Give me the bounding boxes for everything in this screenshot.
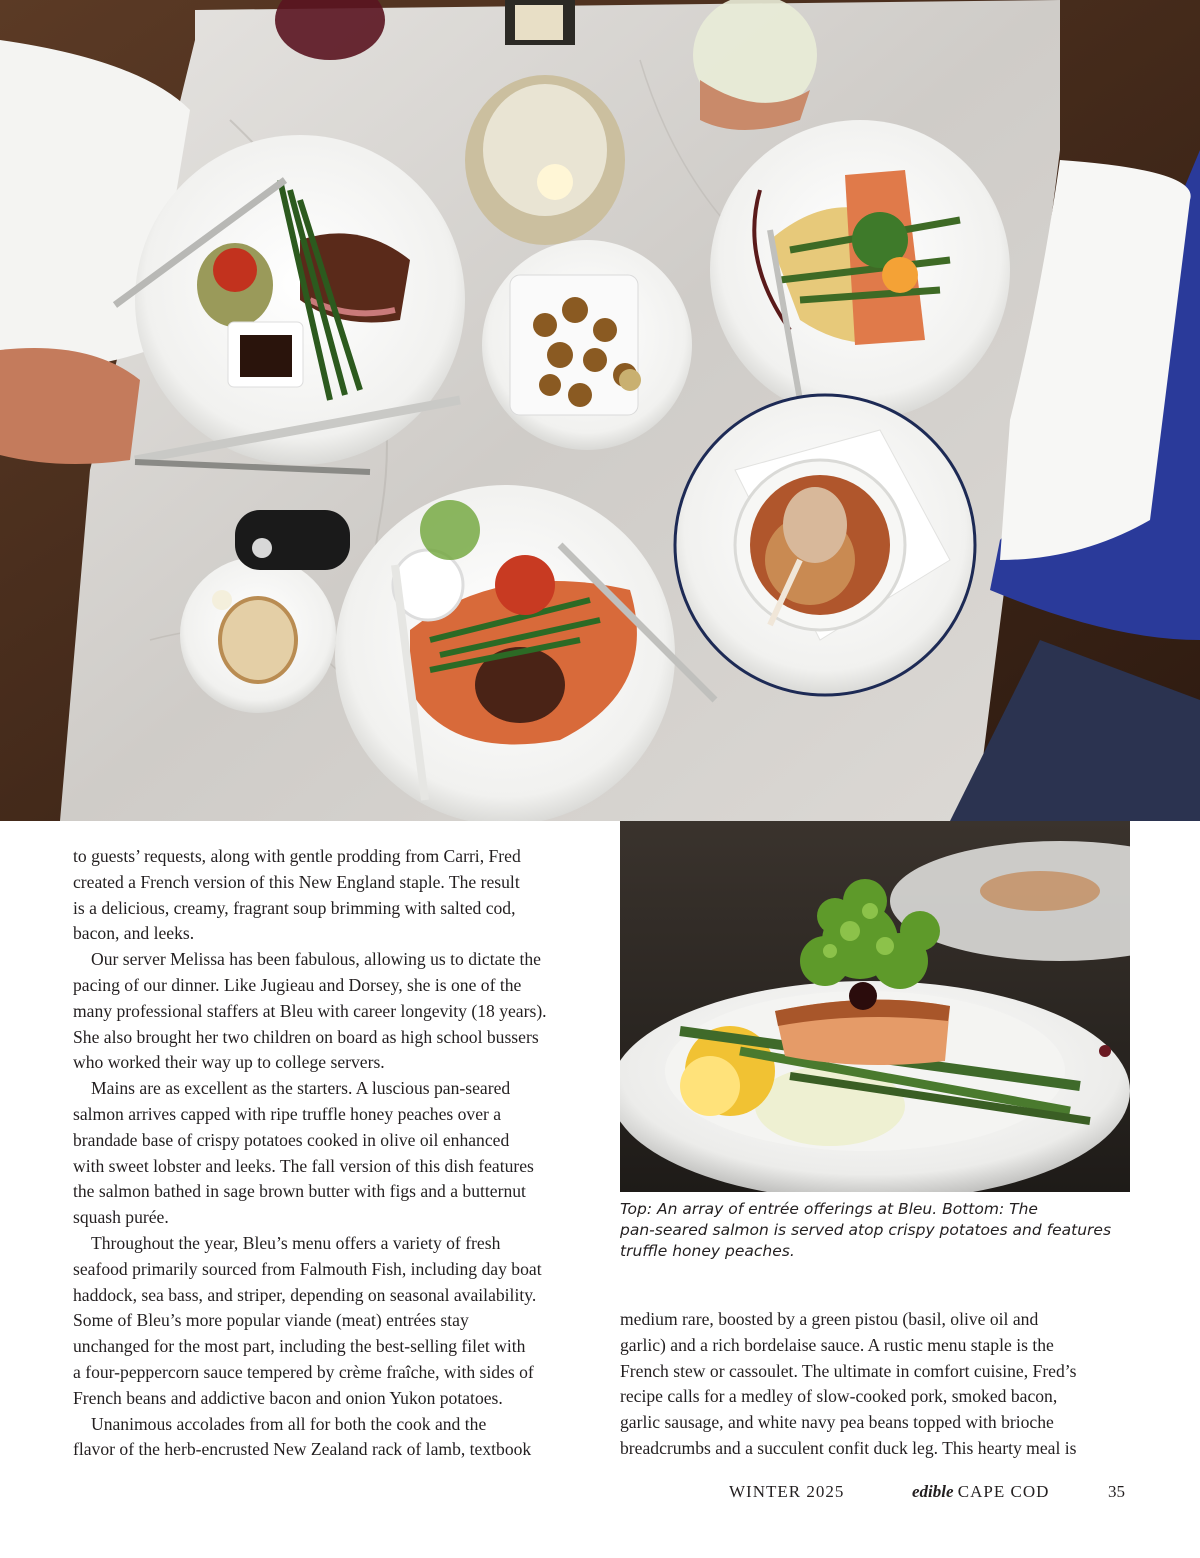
- text-line: seafood primarily sourced from Falmouth Fish, including day boat: [73, 1258, 542, 1279]
- magazine-name-italic: edible: [912, 1482, 954, 1501]
- text-line: Throughout the year, Bleu’s menu offers a variety of fresh: [91, 1232, 501, 1253]
- text-line: garlic sausage, and white navy pea beans topped with brioche: [620, 1412, 1054, 1433]
- text-line: recipe calls for a medley of slow-cooked pork, smoked bacon,: [620, 1386, 1058, 1407]
- text-line: Our server Melissa has been fabulous, allowing us to dictate the: [91, 949, 541, 970]
- article-right-column: [620, 1307, 1140, 1462]
- text-line: bacon, and leeks.: [73, 923, 195, 944]
- bottom-photo-salmon: [620, 821, 1130, 1192]
- page-folio: [0, 1482, 1200, 1506]
- text-line: created a French version of this New England staple. The result: [73, 871, 520, 892]
- text-line: unchanged for the most part, including the best-selling filet with: [73, 1336, 526, 1357]
- text-line: medium rare, boosted by a green pistou (basil, olive oil and: [620, 1309, 1039, 1329]
- text-line: who worked their way up to college servers.: [73, 1052, 385, 1073]
- magazine-name: [912, 1482, 1049, 1502]
- text-line: brandade base of crispy potatoes cooked in olive oil enhanced: [73, 1129, 510, 1150]
- text-line: She also brought her two children on board as high school bussers: [73, 1026, 539, 1047]
- text-line: many professional staffers at Bleu with career longevity (18 years).: [73, 1000, 547, 1021]
- paragraph: [73, 1231, 593, 1412]
- article-left-column: [73, 844, 593, 1463]
- text-line: a four-peppercorn sauce tempered by crème fraîche, with sides of: [73, 1361, 534, 1382]
- text-line: Mains are as excellent as the starters. A luscious pan-seared: [91, 1078, 511, 1099]
- paragraph: [73, 947, 593, 1076]
- text-line: French stew or cassoulet. The ultimate in comfort cuisine, Fred’s: [620, 1360, 1077, 1381]
- text-line: is a delicious, creamy, fragrant soup brimming with salted cod,: [73, 897, 516, 918]
- caption-line: truffle honey peaches.: [620, 1242, 795, 1260]
- text-line: salmon arrives capped with ripe truffle honey peaches over a: [73, 1103, 502, 1124]
- paragraph: [620, 1307, 1140, 1462]
- magazine-name-rest: CAPE COD: [957, 1482, 1050, 1501]
- text-line: flavor of the herb-encrusted New Zealand rack of lamb, textbook: [73, 1439, 532, 1460]
- paragraph: [73, 1412, 593, 1464]
- text-line: garlic) and a rich bordelaise sauce. A rustic menu staple is the: [620, 1334, 1054, 1355]
- text-line: French beans and addictive bacon and onion Yukon potatoes.: [73, 1387, 503, 1408]
- photo-caption: [620, 1199, 1132, 1262]
- text-line: squash purée.: [73, 1207, 169, 1228]
- text-line: haddock, sea bass, and striper, depending on seasonal availability.: [73, 1284, 537, 1305]
- text-line: pacing of our dinner. Like Jugieau and Dorsey, she is one of the: [73, 974, 522, 995]
- caption-line: pan-seared salmon is served atop crispy potatoes and features: [620, 1221, 1112, 1239]
- text-line: to guests’ requests, along with gentle prodding from Carri, Fred: [73, 846, 521, 866]
- issue-date: WINTER 2025: [729, 1482, 845, 1501]
- text-line: the salmon bathed in sage brown butter with figs and a butternut: [73, 1181, 526, 1202]
- text-line: Some of Bleu’s more popular viande (meat) entrées stay: [73, 1310, 469, 1331]
- paragraph: [73, 844, 593, 947]
- caption-line: Top: An array of entrée offerings at Bleu. Bottom: The: [620, 1200, 1038, 1218]
- page-number: 35: [1108, 1482, 1125, 1501]
- text-line: breadcrumbs and a succulent confit duck leg. This hearty meal is: [620, 1437, 1077, 1458]
- paragraph: [73, 1076, 593, 1231]
- text-line: Unanimous accolades from all for both the cook and the: [91, 1413, 487, 1434]
- text-line: with sweet lobster and leeks. The fall version of this dish features: [73, 1155, 534, 1176]
